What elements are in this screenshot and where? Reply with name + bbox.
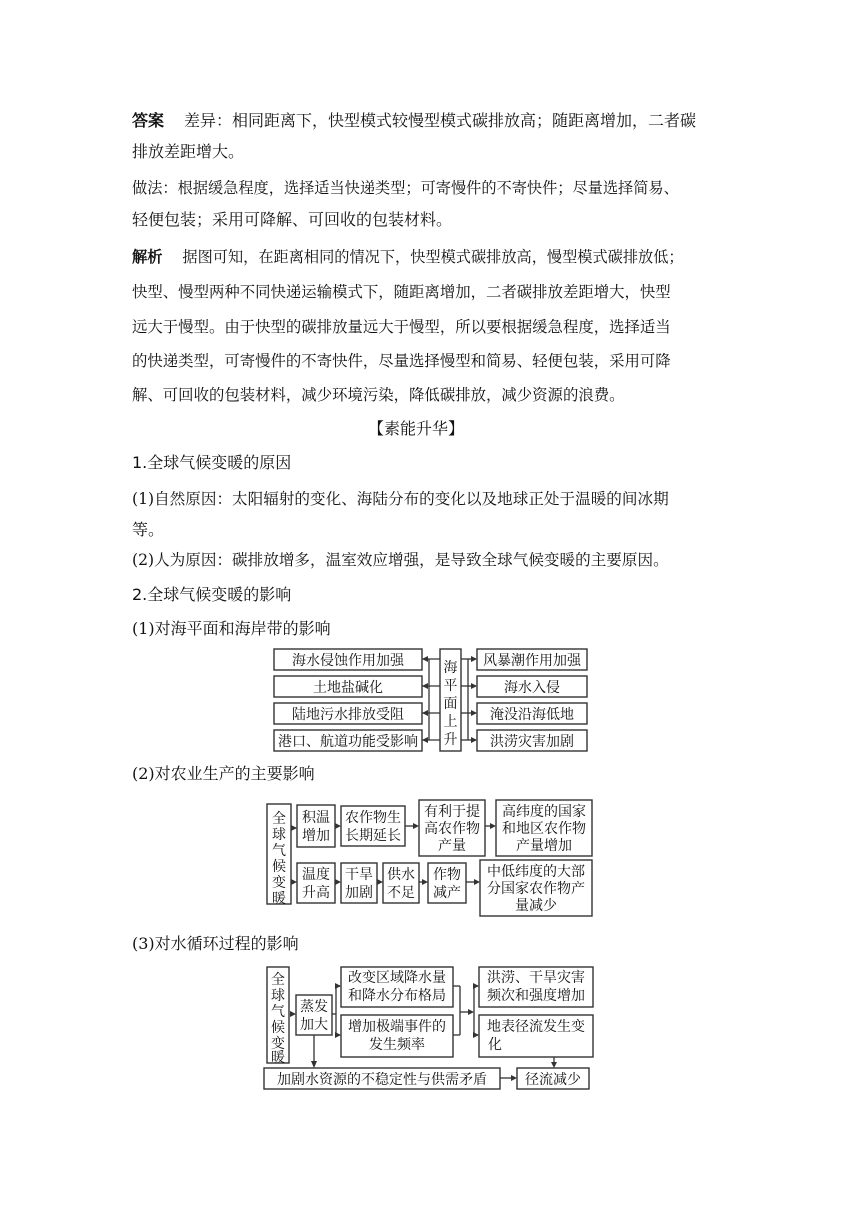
- water-source-box: [267, 967, 289, 1066]
- water-source-char-5: 变: [271, 1036, 285, 1052]
- sea-center-char-1: 海: [443, 660, 458, 676]
- water-source-char-2: 球: [271, 988, 285, 1004]
- sea-center-char-2: 平: [443, 678, 458, 694]
- agri-bottom-3-line-2: 不足: [387, 885, 415, 901]
- subheading-water-cycle: (3)对水循环过程的影响: [132, 934, 299, 953]
- agri-source-char-3: 气: [272, 843, 286, 859]
- agri-top-3-line-1: 有利于提: [424, 804, 480, 820]
- water-arrow-5: [473, 983, 479, 989]
- sea-right-text-3: 淹没沿海低地: [490, 707, 574, 723]
- sea-right-text-2: 海水入侵: [504, 680, 560, 696]
- water-right-box-1: [479, 967, 593, 1007]
- heading-effects: 2.全球气候变暖的影响: [132, 585, 292, 604]
- sea-right-text-1: 风暴潮作用加强: [483, 653, 581, 669]
- agri-source-char-5: 变: [272, 875, 286, 891]
- answer-line-4: 轻便包装；采用可降解、可回收的包装材料。: [132, 210, 453, 229]
- sea-left-text-4: 港口、航道功能受影响: [278, 734, 418, 750]
- agri-bottom-3-line-1: 供水: [387, 867, 415, 883]
- sea-center-char-3: 面: [443, 696, 458, 712]
- agri-top-4-line-3: 产量增加: [516, 838, 572, 854]
- agri-bottom-5-line-2: 分国家农作物产: [487, 881, 585, 897]
- water-arrow-3: [335, 1032, 341, 1038]
- sea-center-char-4: 上: [443, 714, 458, 730]
- agri-top-4-line-2: 和地区农作物: [502, 821, 586, 837]
- agri-bottom-1-line-1: 温度: [302, 867, 330, 883]
- subheading-sea-level: (1)对海平面和海岸带的影响: [132, 619, 331, 638]
- answer-line-3: 做法：根据缓急程度，选择适当快递类型；可寄慢件的不寄快件；尽量选择简易、: [132, 179, 679, 197]
- agri-bottom-4-line-2: 减产: [433, 885, 461, 901]
- agri-bottom-2-line-2: 加剧: [345, 885, 373, 901]
- water-source-char-3: 气: [271, 1004, 285, 1020]
- water-arrow-7: [551, 1062, 557, 1068]
- agri-top-1-line-1: 积温: [302, 810, 330, 826]
- sea-right-text-4: 洪涝灾害加剧: [490, 734, 574, 750]
- agri-top-2-line-2: 长期延长: [345, 828, 401, 844]
- answer-text-1: 差异：相同距离下，快型模式较慢型模式碳排放高；随距离增加，二者碳: [184, 111, 697, 130]
- agri-bottom-2-line-1: 干旱: [345, 867, 373, 883]
- water-arrow-6: [473, 1032, 479, 1038]
- analysis-text-1: 据图可知，在距离相同的情况下，快型模式碳排放高，慢型模式碳排放低；: [182, 248, 684, 266]
- water-source-char-6: 暖: [271, 1050, 285, 1066]
- water-arrow-down: [311, 1061, 317, 1068]
- water-arrow-2: [335, 983, 341, 989]
- water-source-char-4: 候: [271, 1020, 285, 1036]
- water-right-2-line-2: 化: [488, 1037, 502, 1053]
- agri-source-char-6: 暖: [272, 891, 286, 907]
- water-right-1-line-1: 洪涝、干旱灾害: [487, 970, 585, 986]
- agri-source-char-2: 球: [272, 827, 286, 843]
- water-result-text: 径流减少: [525, 1072, 581, 1088]
- water-mid-box-1: [341, 967, 453, 1007]
- agri-bottom-1-line-2: 升高: [302, 885, 330, 901]
- agri-top-1-line-2: 增加: [302, 828, 330, 844]
- sea-left-text-1: 海水侵蚀作用加强: [292, 653, 404, 669]
- agri-bottom-5-line-1: 中低纬度的大部: [487, 864, 585, 880]
- water-arrow-1: [290, 1011, 296, 1017]
- cause-natural-2: 等。: [132, 520, 165, 539]
- cause-natural-1: (1)自然原因：太阳辐射的变化、海陆分布的变化以及地球正处于温暖的间冰期: [132, 490, 669, 508]
- water-arrow-4: [468, 1009, 474, 1015]
- answer-label: 答案: [132, 111, 165, 130]
- water-evap-line-1: 蒸发: [300, 999, 328, 1015]
- subheading-agriculture: (2)对农业生产的主要影响: [132, 764, 315, 783]
- water-result-box: [517, 1068, 589, 1089]
- analysis-label: 解析: [132, 248, 163, 266]
- water-right-box-2: [479, 1015, 593, 1057]
- analysis-line-5: 解、可回收的包装材料，减少环境污染，降低碳排放，减少资源的浪费。: [132, 386, 625, 404]
- answer-line-2: 排放差距增大。: [132, 142, 245, 161]
- analysis-line-4: 的快递类型，可寄慢件的不寄快件，尽量选择慢型和简易、轻便包装，采用可降: [132, 352, 671, 370]
- water-bottom-box: [264, 1068, 500, 1089]
- water-evap-box: [296, 995, 332, 1035]
- agri-top-4-line-1: 高纬度的国家: [502, 804, 586, 820]
- agri-top-3-line-3: 产量: [438, 838, 466, 854]
- water-mid-2-line-1: 增加极端事件的: [348, 1019, 446, 1035]
- water-right-1-line-2: 频次和强度增加: [487, 988, 585, 1004]
- heading-causes: 1.全球气候变暖的原因: [132, 453, 292, 472]
- water-mid-box-2: [341, 1015, 453, 1057]
- water-mid-1-line-1: 改变区域降水量: [348, 970, 446, 986]
- sea-left-text-2: 土地盐碱化: [313, 680, 383, 696]
- sea-center-char-5: 升: [443, 732, 458, 748]
- water-bottom-text: 加剧水资源的不稳定性与供需矛盾: [277, 1072, 487, 1088]
- agri-top-3-line-2: 高农作物: [424, 821, 480, 837]
- analysis-line-2: 快型、慢型两种不同快递运输模式下，随距离增加，二者碳排放差距增大，快型: [132, 283, 671, 301]
- section-title: 【素能升华】: [368, 419, 465, 438]
- analysis-line-3: 远大于慢型。由于快型的碳排放量远大于慢型，所以要根据缓急程度，选择适当: [132, 318, 671, 336]
- agri-bottom-4-line-1: 作物: [433, 867, 461, 883]
- water-source-char-1: 全: [271, 972, 285, 988]
- agri-source-char-1: 全: [272, 811, 286, 827]
- cause-human: (2)人为原因：碳排放增多，温室效应增强，是导致全球气候变暖的主要原因。: [132, 551, 669, 569]
- water-right-2-line-1: 地表径流发生变: [487, 1019, 585, 1035]
- water-evap-line-2: 加大: [300, 1017, 328, 1033]
- water-mid-2-line-2: 发生频率: [369, 1037, 425, 1053]
- water-mid-1-line-2: 和降水分布格局: [348, 988, 446, 1004]
- water-arrow-8: [511, 1075, 517, 1081]
- agri-bottom-5-line-3: 量减少: [515, 898, 557, 914]
- sea-left-text-3: 陆地污水排放受阻: [292, 707, 404, 723]
- agri-top-2-line-1: 农作物生: [345, 810, 401, 826]
- agri-source-char-4: 候: [272, 859, 286, 875]
